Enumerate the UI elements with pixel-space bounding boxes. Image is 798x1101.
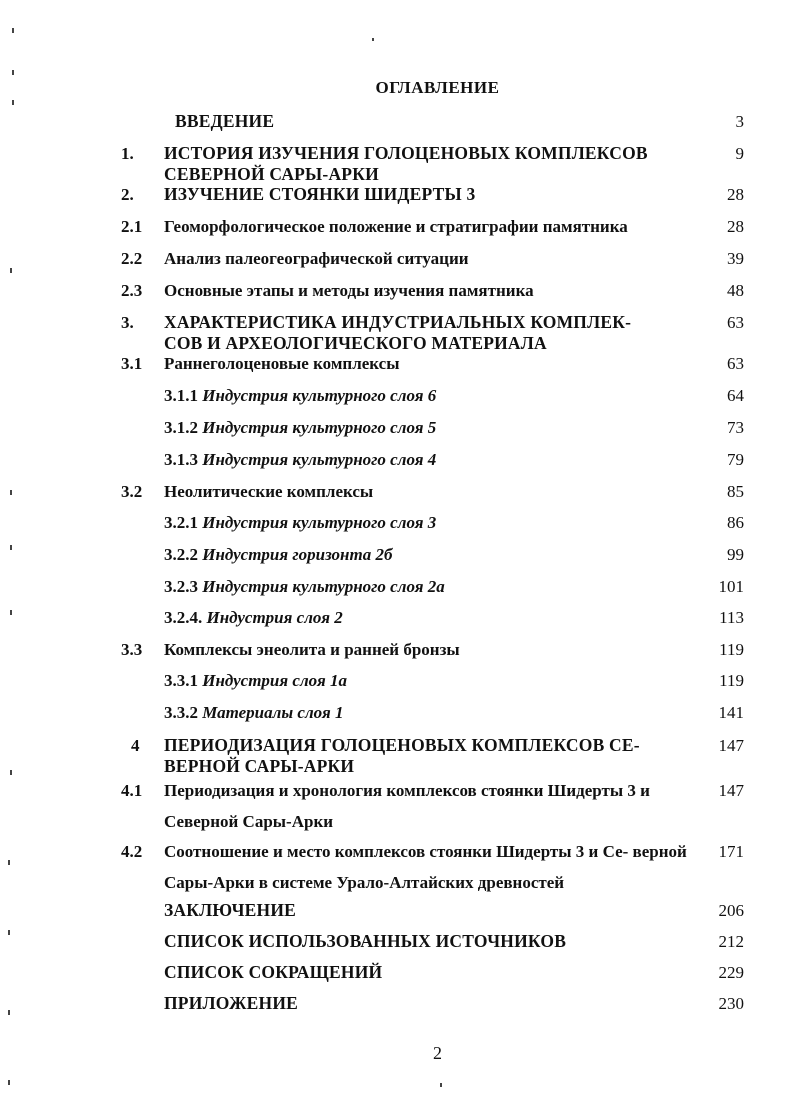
toc-entry-page: 28 bbox=[727, 217, 744, 236]
scan-speck bbox=[12, 70, 14, 75]
toc-entry-title bbox=[164, 670, 694, 691]
toc-entry-title: ВВЕДЕНИЕ bbox=[175, 111, 275, 131]
toc-entry-title bbox=[164, 576, 694, 597]
toc-entry-subtitle: Индустрия культурного слоя 6 bbox=[202, 386, 437, 405]
toc-entry-number: 2.2 bbox=[121, 249, 143, 268]
toc-entry-title: Неолитические комплексы bbox=[164, 482, 374, 501]
toc-entry-page: 79 bbox=[727, 450, 744, 469]
toc-entry-prefix: 3.2.3 bbox=[164, 577, 198, 596]
page-title: ОГЛАВЛЕНИЕ bbox=[375, 78, 500, 97]
toc-entry-page: 171 bbox=[718, 842, 744, 861]
toc-entry-prefix: 3.1.1 bbox=[164, 386, 198, 405]
toc-entry-prefix: 3.1.2 bbox=[164, 418, 198, 437]
toc-entry-page: 206 bbox=[718, 901, 744, 920]
toc-entry-title: СПИСОК СОКРАЩЕНИЙ bbox=[164, 962, 383, 982]
toc-entry-title bbox=[164, 607, 694, 628]
toc-entry-prefix: 3.1.3 bbox=[164, 450, 198, 469]
scan-speck bbox=[440, 1083, 442, 1087]
toc-entry-page: 230 bbox=[718, 994, 744, 1013]
toc-entry-title: ПРИЛОЖЕНИЕ bbox=[164, 993, 299, 1013]
toc-entry-page: 119 bbox=[719, 671, 744, 690]
toc-entry-number: 3.3 bbox=[121, 640, 143, 659]
toc-entry-title: ХАРАКТЕРИСТИКА ИНДУСТРИАЛЬНЫХ КОМПЛЕК- СОВ И АРХЕОЛОГИЧЕСКОГО МАТЕРИАЛА bbox=[164, 312, 632, 353]
toc-entry-subtitle: Индустрия культурного слоя 3 bbox=[202, 513, 437, 532]
toc-entry-page: 229 bbox=[718, 963, 744, 982]
toc-entry-title bbox=[164, 544, 694, 565]
scan-speck bbox=[10, 268, 12, 273]
toc-entry-number: 4.2 bbox=[121, 842, 143, 861]
toc-entry-title: Раннеголоценовые комплексы bbox=[164, 354, 400, 373]
toc-entry-page: 212 bbox=[718, 932, 744, 951]
toc-entry-title: Соотношение и место комплексов стоянки Шидерты 3 и Се- верной Сары-Арки в системе Урало-Алтайских древностей bbox=[164, 842, 687, 892]
toc-entry-subtitle: Индустрия горизонта 2б bbox=[202, 545, 393, 564]
toc-entry-title: ПЕРИОДИЗАЦИЯ ГОЛОЦЕНОВЫХ КОМПЛЕКСОВ СЕ- ВЕРНОЙ САРЫ-АРКИ bbox=[164, 735, 640, 776]
toc-entry-number: 3.1 bbox=[121, 354, 143, 373]
toc-entry-number: 2.1 bbox=[121, 217, 143, 236]
toc-entry-title: ИЗУЧЕНИЕ СТОЯНКИ ШИДЕРТЫ 3 bbox=[164, 184, 476, 204]
toc-entry-title: Комплексы энеолита и ранней бронзы bbox=[164, 640, 460, 659]
toc-entry-subtitle: Индустрия культурного слоя 4 bbox=[202, 450, 437, 469]
toc-entry-prefix: 3.3.2 bbox=[164, 703, 198, 722]
toc-entry-title bbox=[164, 512, 694, 533]
scan-speck bbox=[8, 1080, 10, 1085]
scan-speck bbox=[10, 610, 12, 615]
toc-entry-title bbox=[164, 385, 694, 406]
toc-entry-title: СПИСОК ИСПОЛЬЗОВАННЫХ ИСТОЧНИКОВ bbox=[164, 931, 567, 951]
toc-entry-title: Анализ палеогеографической ситуации bbox=[164, 249, 469, 268]
toc-entry-title bbox=[164, 449, 694, 470]
toc-entry-title bbox=[164, 702, 694, 723]
toc-entry-number: 3. bbox=[121, 313, 134, 332]
toc-entry-page: 85 bbox=[727, 482, 744, 501]
toc-entry-title: Периодизация и хронология комплексов стоянки Шидерты 3 и Северной Сары-Арки bbox=[164, 781, 650, 831]
toc-entry-title: Основные этапы и методы изучения памятника bbox=[164, 281, 534, 300]
toc-entry-number: 4.1 bbox=[121, 781, 143, 800]
toc-entry-title: ЗАКЛЮЧЕНИЕ bbox=[164, 900, 297, 920]
toc-entry-page: 73 bbox=[727, 418, 744, 437]
scan-speck bbox=[8, 860, 10, 865]
toc-entry-page: 113 bbox=[719, 608, 744, 627]
toc-entry-page: 63 bbox=[727, 354, 744, 373]
toc-entry-number: 2.3 bbox=[121, 281, 143, 300]
toc-entry-subtitle: Индустрия культурного слоя 2а bbox=[202, 577, 445, 596]
toc-entry-prefix: 3.2.1 bbox=[164, 513, 198, 532]
toc-entry-number: 4 bbox=[131, 736, 140, 755]
page-number: 2 bbox=[433, 1043, 442, 1063]
scan-speck bbox=[10, 490, 12, 495]
scan-speck bbox=[372, 38, 374, 41]
toc-entry-title bbox=[164, 417, 694, 438]
scan-speck bbox=[8, 930, 10, 935]
scan-speck bbox=[12, 100, 14, 105]
toc-entry-subtitle: Материалы слоя 1 bbox=[202, 703, 344, 722]
toc-entry-page: 86 bbox=[727, 513, 744, 532]
toc-entry-title: ИСТОРИЯ ИЗУЧЕНИЯ ГОЛОЦЕНОВЫХ КОМПЛЕКСОВ СЕВЕРНОЙ САРЫ-АРКИ bbox=[164, 143, 648, 184]
toc-entry-page: 3 bbox=[735, 112, 744, 131]
toc-entry-page: 39 bbox=[727, 249, 744, 268]
toc-entry-page: 101 bbox=[718, 577, 744, 596]
toc-entry-subtitle: Индустрия культурного слоя 5 bbox=[202, 418, 437, 437]
toc-entry-page: 141 bbox=[718, 703, 744, 722]
toc-entry-prefix: 3.2.4. bbox=[164, 608, 203, 627]
toc-entry-page: 28 bbox=[727, 185, 744, 204]
toc-entry-number: 1. bbox=[121, 144, 134, 163]
scan-speck bbox=[12, 28, 14, 33]
scan-speck bbox=[10, 545, 12, 550]
toc-entry-page: 147 bbox=[718, 736, 744, 755]
toc-entry-number: 2. bbox=[121, 185, 134, 204]
toc-entry-page: 48 bbox=[727, 281, 744, 300]
toc-entry-page: 119 bbox=[719, 640, 744, 659]
toc-entry-number: 3.2 bbox=[121, 482, 143, 501]
toc-entry-page: 99 bbox=[727, 545, 744, 564]
toc-entry-prefix: 3.3.1 bbox=[164, 671, 198, 690]
toc-entry-subtitle: Индустрия слоя 2 bbox=[206, 608, 343, 627]
toc-entry-page: 63 bbox=[727, 313, 744, 332]
toc-entry-prefix: 3.2.2 bbox=[164, 545, 198, 564]
scan-speck bbox=[10, 770, 12, 775]
toc-entry-page: 64 bbox=[727, 386, 744, 405]
toc-entry-title: Геоморфологическое положение и стратиграфии памятника bbox=[164, 217, 628, 236]
scan-speck bbox=[8, 1010, 10, 1015]
toc-entry-page: 9 bbox=[735, 144, 744, 163]
toc-entry-subtitle: Индустрия слоя 1а bbox=[202, 671, 347, 690]
toc-entry-page: 147 bbox=[718, 781, 744, 800]
